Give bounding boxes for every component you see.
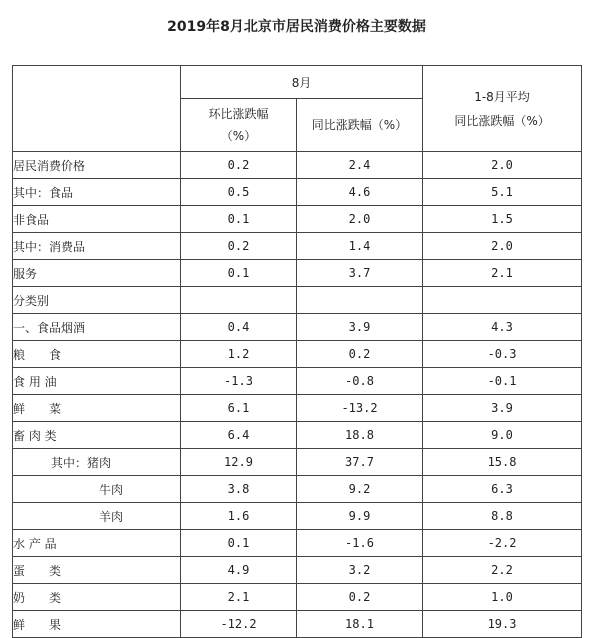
- header-mom-line1: 环比涨跌幅: [208, 107, 269, 121]
- row-avg: 2.0: [423, 152, 582, 179]
- row-mom: 3.8: [181, 476, 297, 503]
- row-mom: 12.9: [181, 449, 297, 476]
- row-avg: 5.1: [423, 179, 582, 206]
- row-mom: 4.9: [181, 557, 297, 584]
- row-mom: [181, 287, 297, 314]
- row-yoy: 3.7: [297, 260, 423, 287]
- row-mom: 0.4: [181, 314, 297, 341]
- row-avg: 8.8: [423, 503, 582, 530]
- row-mom: -12.2: [181, 611, 297, 638]
- table-row: [13, 314, 582, 341]
- row-yoy: 4.6: [297, 179, 423, 206]
- table-row: [13, 611, 582, 638]
- row-yoy: 18.1: [297, 611, 423, 638]
- row-label: 奶 类: [13, 584, 181, 611]
- row-yoy: -1.6: [297, 530, 423, 557]
- row-mom: 0.5: [181, 179, 297, 206]
- row-label: 牛肉: [13, 476, 181, 503]
- table-row: [13, 503, 582, 530]
- row-avg: 6.3: [423, 476, 582, 503]
- row-mom: -1.3: [181, 368, 297, 395]
- table-row: [13, 422, 582, 449]
- row-mom: 0.1: [181, 530, 297, 557]
- table-row: [13, 584, 582, 611]
- row-mom: 0.1: [181, 260, 297, 287]
- table-row: [13, 260, 582, 287]
- row-avg: 15.8: [423, 449, 582, 476]
- row-avg: 2.2: [423, 557, 582, 584]
- row-mom: 0.2: [181, 233, 297, 260]
- row-label: 其中：食品: [13, 179, 181, 206]
- table-row: [13, 233, 582, 260]
- header-mom: [181, 99, 297, 152]
- row-label: 羊肉: [13, 503, 181, 530]
- row-mom: 6.1: [181, 395, 297, 422]
- header-mom-line2: （%）: [220, 129, 257, 143]
- header-avg-line1: 1-8月平均: [474, 89, 530, 104]
- row-label: 食 用 油: [13, 368, 181, 395]
- table-row: [13, 179, 582, 206]
- row-mom: 1.2: [181, 341, 297, 368]
- row-avg: [423, 287, 582, 314]
- row-avg: 1.0: [423, 584, 582, 611]
- row-yoy: 2.0: [297, 206, 423, 233]
- cpi-table: [12, 65, 582, 638]
- row-label: 鲜 果: [13, 611, 181, 638]
- row-avg: -2.2: [423, 530, 582, 557]
- header-avg: [423, 66, 582, 152]
- row-yoy: [297, 287, 423, 314]
- row-label: 粮 食: [13, 341, 181, 368]
- row-mom: 0.1: [181, 206, 297, 233]
- table-row: [13, 476, 582, 503]
- table-row: [13, 206, 582, 233]
- row-label: 服务: [13, 260, 181, 287]
- row-yoy: -0.8: [297, 368, 423, 395]
- table-header-row: [13, 66, 582, 99]
- table-row: [13, 287, 582, 314]
- header-month: 8月: [181, 66, 423, 99]
- row-mom: 1.6: [181, 503, 297, 530]
- table-row: [13, 368, 582, 395]
- page-title: 2019年8月北京市居民消费价格主要数据: [167, 19, 426, 35]
- header-avg-line2: 同比涨跌幅（%）: [454, 113, 550, 128]
- row-avg: 4.3: [423, 314, 582, 341]
- table-row: [13, 152, 582, 179]
- row-avg: 3.9: [423, 395, 582, 422]
- row-yoy: 18.8: [297, 422, 423, 449]
- row-yoy: -13.2: [297, 395, 423, 422]
- row-yoy: 1.4: [297, 233, 423, 260]
- table-row: [13, 449, 582, 476]
- row-yoy: 37.7: [297, 449, 423, 476]
- row-label: 鲜 菜: [13, 395, 181, 422]
- row-yoy: 0.2: [297, 584, 423, 611]
- row-avg: 2.1: [423, 260, 582, 287]
- header-yoy: 同比涨跌幅（%）: [297, 99, 423, 152]
- row-yoy: 3.9: [297, 314, 423, 341]
- header-corner-cell: [13, 66, 181, 152]
- row-avg: 9.0: [423, 422, 582, 449]
- row-yoy: 0.2: [297, 341, 423, 368]
- table-row: [13, 395, 582, 422]
- row-mom: 2.1: [181, 584, 297, 611]
- table-row: [13, 341, 582, 368]
- row-label: 畜 肉 类: [13, 422, 181, 449]
- row-yoy: 9.9: [297, 503, 423, 530]
- row-mom: 0.2: [181, 152, 297, 179]
- row-avg: 19.3: [423, 611, 582, 638]
- table-row: [13, 557, 582, 584]
- row-yoy: 3.2: [297, 557, 423, 584]
- row-label: 一、食品烟酒: [13, 314, 181, 341]
- row-label: 水 产 品: [13, 530, 181, 557]
- row-label: 非食品: [13, 206, 181, 233]
- row-avg: 2.0: [423, 233, 582, 260]
- row-label: 居民消费价格: [13, 152, 181, 179]
- row-label: 其中：消费品: [13, 233, 181, 260]
- row-mom: 6.4: [181, 422, 297, 449]
- row-avg: -0.3: [423, 341, 582, 368]
- row-yoy: 9.2: [297, 476, 423, 503]
- table-row: [13, 530, 582, 557]
- row-label: 分类别: [13, 287, 181, 314]
- row-yoy: 2.4: [297, 152, 423, 179]
- row-avg: 1.5: [423, 206, 582, 233]
- row-avg: -0.1: [423, 368, 582, 395]
- row-label: 其中：猪肉: [13, 449, 181, 476]
- row-label: 蛋 类: [13, 557, 181, 584]
